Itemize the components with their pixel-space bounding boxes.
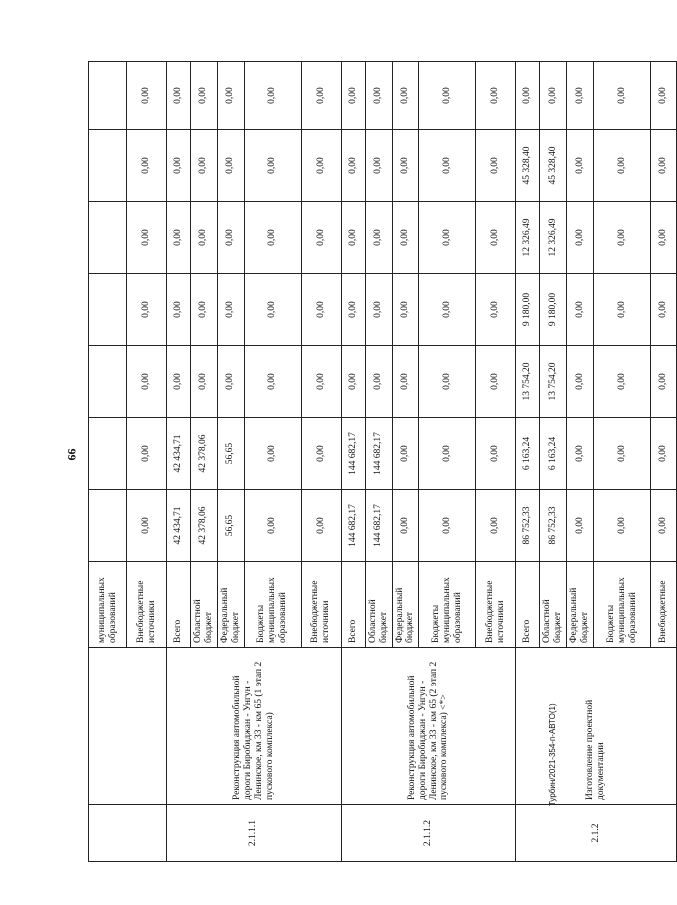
- value-cell: 0,00: [301, 418, 341, 490]
- value-cell: 0,00: [365, 274, 392, 346]
- value-cell: 86 752,33: [516, 490, 540, 562]
- value-cell: 0,00: [476, 274, 516, 346]
- value-cell: 0,00: [392, 62, 419, 130]
- value-cell: 0,00: [392, 346, 419, 418]
- value-cell: 0,00: [341, 274, 365, 346]
- value-cell: 0,00: [301, 274, 341, 346]
- value-cell: 0,00: [127, 202, 167, 274]
- value-cell: 13 754,20: [516, 346, 540, 418]
- measure-code-cell: 2.1.1.2: [341, 805, 516, 862]
- value-cell: 0,00: [341, 62, 365, 130]
- table-row: [341, 62, 365, 862]
- value-cell: 0,00: [341, 130, 365, 202]
- value-cell: 0,00: [191, 274, 218, 346]
- funding-source-cell: Федеральный бюджет: [392, 562, 419, 648]
- funding-source-cell: муниципальных образований: [89, 562, 127, 648]
- table-cell: [89, 274, 127, 346]
- table-cell: [89, 130, 127, 202]
- value-cell: 0,00: [217, 62, 244, 130]
- value-cell: 0,00: [167, 274, 191, 346]
- value-cell: 0,00: [651, 490, 677, 562]
- funding-source-cell: Бюджеты муниципальных образований: [244, 562, 301, 648]
- value-cell: 12 326,49: [516, 202, 540, 274]
- value-cell: 0,00: [651, 274, 677, 346]
- value-cell: 0,00: [301, 62, 341, 130]
- table-row: [89, 62, 127, 862]
- funding-source-cell: Федеральный бюджет: [217, 562, 244, 648]
- value-cell: 42 434,71: [167, 490, 191, 562]
- value-cell: 0,00: [244, 202, 301, 274]
- value-cell: 0,00: [419, 202, 476, 274]
- value-cell: 9 180,00: [540, 274, 567, 346]
- value-cell: 0,00: [365, 130, 392, 202]
- measure-name-cell: Изготовление проектной документации: [516, 648, 677, 805]
- funding-source-cell: Внебюджетные источники: [127, 562, 167, 648]
- table-cell: [89, 202, 127, 274]
- value-cell: 0,00: [217, 130, 244, 202]
- measure-name-cell: Реконструкция автомобильной дороги Биробиджан - Унгун - Ленинское, км 33 - км 65 (1 этап 2 пускового комплекса): [167, 648, 342, 805]
- value-cell: 0,00: [244, 346, 301, 418]
- value-cell: 6 163,24: [540, 418, 567, 490]
- funding-source-cell: Областной бюджет: [191, 562, 218, 648]
- value-cell: 0,00: [217, 274, 244, 346]
- value-cell: 144 682,17: [365, 490, 392, 562]
- value-cell: 0,00: [594, 346, 651, 418]
- value-cell: 0,00: [567, 130, 594, 202]
- value-cell: 0,00: [167, 202, 191, 274]
- value-cell: 0,00: [594, 418, 651, 490]
- value-cell: 0,00: [341, 346, 365, 418]
- table-row: [516, 62, 540, 862]
- value-cell: 0,00: [127, 62, 167, 130]
- value-cell: 0,00: [191, 130, 218, 202]
- value-cell: 0,00: [419, 130, 476, 202]
- budget-table: [88, 61, 677, 862]
- value-cell: 86 752,33: [540, 490, 567, 562]
- value-cell: 0,00: [567, 202, 594, 274]
- value-cell: 0,00: [191, 62, 218, 130]
- measure-name-cell: [89, 648, 167, 805]
- value-cell: 144 682,17: [341, 418, 365, 490]
- value-cell: 0,00: [365, 346, 392, 418]
- value-cell: 0,00: [127, 490, 167, 562]
- value-cell: 0,00: [167, 130, 191, 202]
- value-cell: 0,00: [301, 490, 341, 562]
- value-cell: 0,00: [594, 274, 651, 346]
- value-cell: 0,00: [651, 202, 677, 274]
- value-cell: 0,00: [476, 490, 516, 562]
- measure-name-cell: Реконструкция автомобильной дороги Биробиджан - Унгун - Ленинское, км 33 - км 65 (2 этап 2 пускового комплекса) <*>: [341, 648, 516, 805]
- value-cell: 56,65: [217, 490, 244, 562]
- measure-code-cell: 2.1.2: [516, 805, 677, 862]
- value-cell: 9 180,00: [516, 274, 540, 346]
- value-cell: 42 378,06: [191, 418, 218, 490]
- value-cell: 0,00: [392, 130, 419, 202]
- funding-source-cell: Бюджеты муниципальных образований: [419, 562, 476, 648]
- funding-source-cell: Областной бюджет: [540, 562, 567, 648]
- value-cell: 0,00: [651, 130, 677, 202]
- value-cell: 0,00: [567, 346, 594, 418]
- value-cell: 6 163,24: [516, 418, 540, 490]
- value-cell: 0,00: [365, 62, 392, 130]
- value-cell: 0,00: [567, 418, 594, 490]
- funding-source-cell: Внебюджетные источники: [301, 562, 341, 648]
- value-cell: 0,00: [127, 346, 167, 418]
- value-cell: 0,00: [244, 130, 301, 202]
- value-cell: 0,00: [365, 202, 392, 274]
- value-cell: 12 326,49: [540, 202, 567, 274]
- value-cell: 0,00: [392, 418, 419, 490]
- value-cell: 45 328,40: [516, 130, 540, 202]
- value-cell: 0,00: [516, 62, 540, 130]
- value-cell: 0,00: [301, 346, 341, 418]
- value-cell: 0,00: [127, 130, 167, 202]
- funding-source-cell: Всего: [341, 562, 365, 648]
- funding-source-cell: Областной бюджет: [365, 562, 392, 648]
- value-cell: 45 328,40: [540, 130, 567, 202]
- value-cell: 0,00: [540, 62, 567, 130]
- value-cell: 0,00: [127, 274, 167, 346]
- value-cell: 56,65: [217, 418, 244, 490]
- value-cell: 0,00: [301, 202, 341, 274]
- value-cell: 0,00: [167, 346, 191, 418]
- value-cell: 0,00: [419, 62, 476, 130]
- funding-source-cell: Всего: [516, 562, 540, 648]
- value-cell: 0,00: [244, 490, 301, 562]
- budget-table-sheet: [88, 62, 669, 862]
- value-cell: 0,00: [244, 62, 301, 130]
- funding-source-cell: Бюджеты муниципальных образований: [594, 562, 651, 648]
- funding-source-cell: Федеральный бюджет: [567, 562, 594, 648]
- funding-source-cell: Внебюджетные: [651, 562, 677, 648]
- value-cell: 0,00: [651, 418, 677, 490]
- value-cell: 0,00: [392, 274, 419, 346]
- value-cell: 0,00: [244, 274, 301, 346]
- value-cell: 0,00: [191, 346, 218, 418]
- value-cell: 0,00: [419, 274, 476, 346]
- value-cell: 0,00: [651, 346, 677, 418]
- value-cell: 0,00: [567, 274, 594, 346]
- value-cell: 0,00: [217, 346, 244, 418]
- value-cell: 0,00: [567, 62, 594, 130]
- value-cell: 42 434,71: [167, 418, 191, 490]
- value-cell: 0,00: [594, 490, 651, 562]
- table-cell: [89, 346, 127, 418]
- value-cell: 0,00: [191, 202, 218, 274]
- value-cell: 0,00: [594, 130, 651, 202]
- value-cell: 0,00: [301, 130, 341, 202]
- value-cell: 0,00: [594, 62, 651, 130]
- value-cell: 0,00: [419, 490, 476, 562]
- value-cell: 0,00: [167, 62, 191, 130]
- page-number: 66: [64, 448, 79, 461]
- value-cell: 0,00: [127, 418, 167, 490]
- value-cell: 0,00: [476, 346, 516, 418]
- value-cell: 0,00: [594, 202, 651, 274]
- funding-source-cell: Всего: [167, 562, 191, 648]
- table-cell: [89, 62, 127, 130]
- table-cell: [89, 490, 127, 562]
- value-cell: 144 682,17: [365, 418, 392, 490]
- value-cell: 0,00: [651, 62, 677, 130]
- table-row: [167, 62, 191, 862]
- value-cell: 0,00: [476, 130, 516, 202]
- value-cell: 0,00: [476, 418, 516, 490]
- value-cell: 0,00: [392, 490, 419, 562]
- value-cell: 0,00: [567, 490, 594, 562]
- value-cell: 0,00: [392, 202, 419, 274]
- value-cell: 144 682,17: [341, 490, 365, 562]
- value-cell: 42 378,06: [191, 490, 218, 562]
- table-cell: [89, 418, 127, 490]
- value-cell: 0,00: [476, 62, 516, 130]
- funding-source-cell: Внебюджетные источники: [476, 562, 516, 648]
- value-cell: 0,00: [419, 346, 476, 418]
- value-cell: 0,00: [341, 202, 365, 274]
- measure-code-cell: 2.1.1.1: [167, 805, 342, 862]
- value-cell: 0,00: [217, 202, 244, 274]
- value-cell: 0,00: [244, 418, 301, 490]
- value-cell: 13 754,20: [540, 346, 567, 418]
- budget-table-body: [89, 62, 677, 862]
- document-footer: Турбин/2021-354-п-АВТО(1): [548, 703, 557, 806]
- value-cell: 0,00: [476, 202, 516, 274]
- value-cell: 0,00: [419, 418, 476, 490]
- measure-code-cell: [89, 805, 167, 862]
